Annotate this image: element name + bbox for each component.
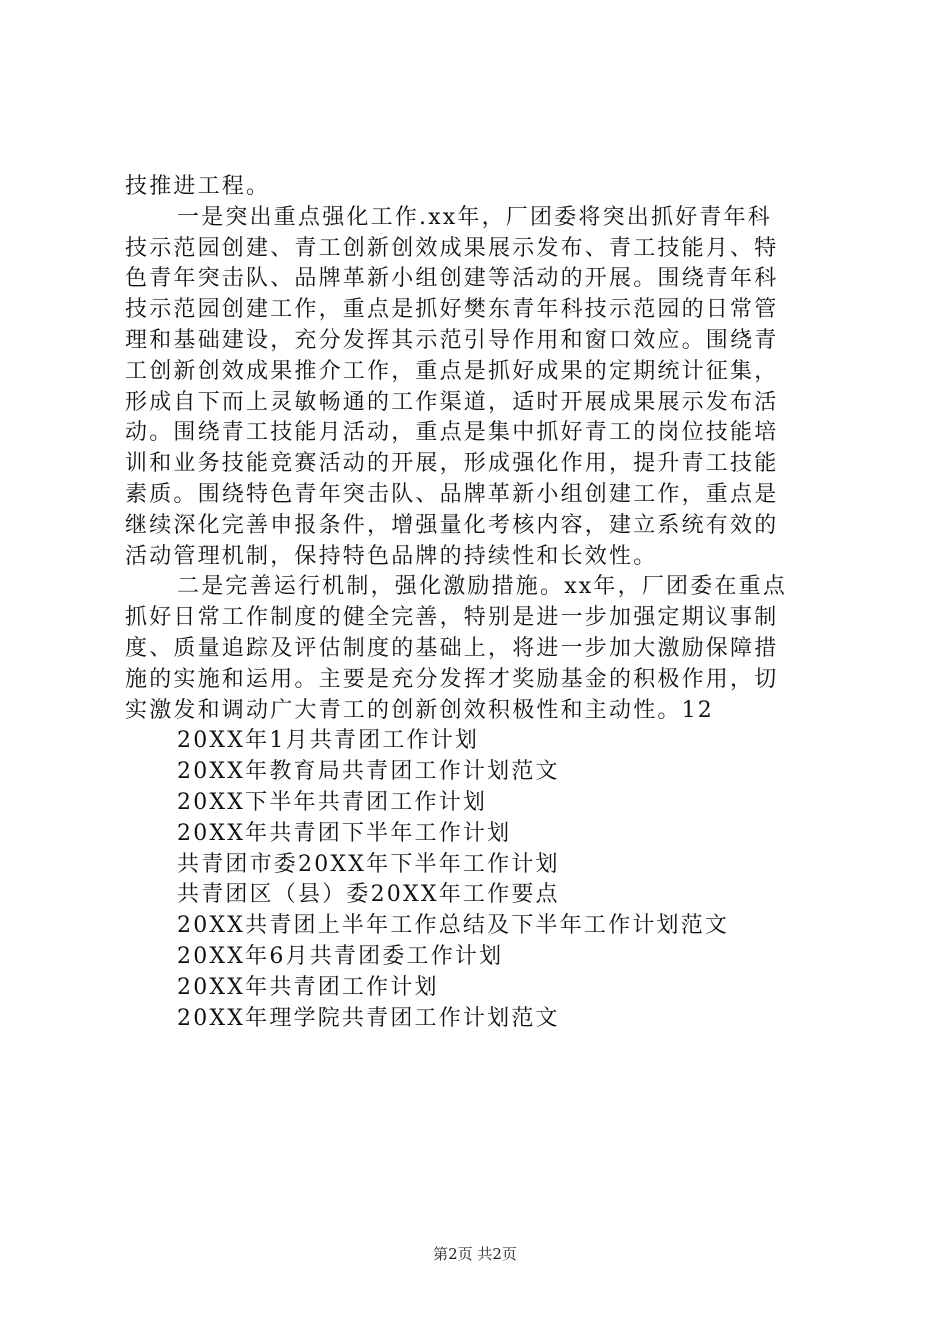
body-line: 形成自下而上灵敏畅通的工作渠道，适时开展成果展示发布活 [125, 389, 779, 415]
related-link[interactable]: 共青团市委20XX年下半年工作计划 [177, 851, 560, 877]
body-line: 动。围绕青工技能月活动，重点是集中抓好青工的岗位技能培 [125, 420, 779, 446]
related-link[interactable]: 20XX年共青团下半年工作计划 [177, 820, 512, 846]
body-line: 抓好日常工作制度的健全完善，特别是进一步加强定期议事制 [125, 605, 779, 631]
body-line: 工创新创效成果推介工作，重点是抓好成果的定期统计征集， [125, 358, 779, 384]
body-line: 技示范园创建、青工创新创效成果展示发布、青工技能月、特 [125, 235, 779, 261]
body-line: 素质。围绕特色青年突击队、品牌革新小组创建工作，重点是 [125, 481, 779, 507]
body-line: 训和业务技能竞赛活动的开展，形成强化作用，提升青工技能 [125, 451, 779, 477]
document-body [125, 172, 845, 1034]
body-line: 施的实施和运用。主要是充分发挥才奖励基金的积极作用，切 [125, 666, 779, 692]
related-link[interactable]: 20XX年理学院共青团工作计划范文 [177, 1005, 560, 1031]
body-line: 色青年突击队、品牌革新小组创建等活动的开展。围绕青年科 [125, 266, 779, 292]
related-link[interactable]: 20XX共青团上半年工作总结及下半年工作计划范文 [177, 913, 730, 939]
body-line: 度、质量追踪及评估制度的基础上，将进一步加大激励保障措 [125, 635, 779, 661]
related-link[interactable]: 20XX年6月共青团委工作计划 [177, 943, 504, 969]
body-line: 一是突出重点强化工作.xx年，厂团委将突出抓好青年科 [177, 204, 773, 230]
related-link[interactable]: 20XX下半年共青团工作计划 [177, 789, 488, 815]
body-line: 二是完善运行机制，强化激励措施。xx年，厂团委在重点 [177, 574, 788, 600]
body-line: 技示范园创建工作，重点是抓好樊东青年科技示范园的日常管 [125, 297, 779, 323]
page-number-footer: 第2页 共2页 [433, 1245, 517, 1263]
body-line: 活动管理机制，保持特色品牌的持续性和长效性。 [125, 543, 658, 569]
body-line: 技推进工程。 [125, 174, 271, 199]
related-link[interactable]: 共青团区（县）委20XX年工作要点 [177, 882, 560, 908]
body-line: 理和基础建设，充分发挥其示范引导作用和窗口效应。围绕青 [125, 327, 779, 353]
related-link[interactable]: 20XX年教育局共青团工作计划范文 [177, 759, 560, 785]
related-link[interactable]: 20XX年1月共青团工作计划 [177, 728, 480, 754]
related-link[interactable]: 20XX年共青团工作计划 [177, 974, 439, 1000]
body-line: 继续深化完善申报条件，增强量化考核内容，建立系统有效的 [125, 512, 779, 538]
body-line: 实激发和调动广大青工的创新创效积极性和主动性。12 [125, 697, 714, 723]
